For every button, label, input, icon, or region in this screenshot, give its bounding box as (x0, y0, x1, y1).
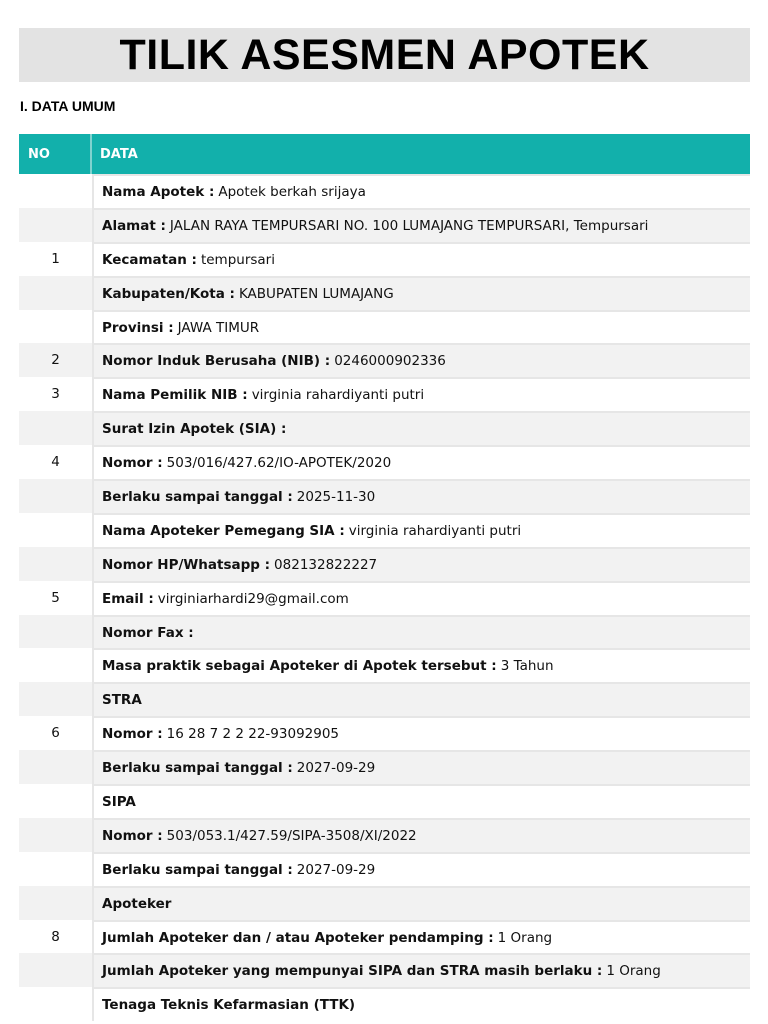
table-row (19, 953, 750, 987)
row-data (92, 784, 750, 818)
row-number: 3 (19, 377, 92, 411)
row-number (19, 682, 92, 716)
row-data (92, 513, 750, 547)
row-data (92, 174, 750, 208)
table-row (19, 818, 750, 852)
row-data (92, 716, 750, 750)
row-data (92, 886, 750, 920)
field-label: Alamat : (102, 217, 166, 234)
section-heading: I. DATA UMUM (20, 98, 116, 114)
table-row (19, 343, 750, 377)
field-label: Surat Izin Apotek (SIA) : (102, 421, 287, 438)
field-value: Apotek berkah srijaya (218, 183, 366, 200)
field-value: 0246000902336 (334, 353, 446, 370)
row-data (92, 750, 750, 784)
row-data (92, 310, 750, 344)
field-label: Nama Pemilik NIB : (102, 387, 248, 404)
row-number (19, 547, 92, 581)
field-label: Nomor : (102, 455, 163, 472)
row-data (92, 648, 750, 682)
field-label: STRA (102, 692, 142, 709)
table-header (19, 134, 750, 174)
row-number (19, 852, 92, 886)
field-label: Berlaku sampai tanggal : (102, 760, 293, 777)
table-row (19, 208, 750, 242)
table-row (19, 852, 750, 886)
field-label: Nomor Induk Berusaha (NIB) : (102, 353, 331, 370)
data-table (19, 134, 750, 1021)
header-no: NO (19, 134, 92, 174)
table-row (19, 411, 750, 445)
row-data (92, 343, 750, 377)
row-number (19, 479, 92, 513)
table-row (19, 615, 750, 649)
table-row (19, 276, 750, 310)
row-data (92, 377, 750, 411)
field-value: 1 Orang (497, 929, 553, 946)
table-row (19, 581, 750, 615)
row-number: 8 (19, 920, 92, 954)
field-label: Nomor HP/Whatsapp : (102, 556, 271, 573)
row-data (92, 276, 750, 310)
table-row (19, 242, 750, 276)
table-row (19, 547, 750, 581)
row-number (19, 648, 92, 682)
field-label: Nama Apotek : (102, 183, 215, 200)
field-value: virginia rahardiyanti putri (251, 387, 425, 404)
page-title: TILIK ASESMEN APOTEK (119, 30, 650, 79)
row-number: 5 (19, 581, 92, 615)
field-value: JAWA TIMUR (177, 319, 260, 336)
table-row (19, 716, 750, 750)
row-data (92, 953, 750, 987)
row-number (19, 174, 92, 208)
field-label: Berlaku sampai tanggal : (102, 861, 293, 878)
table-row (19, 784, 750, 818)
table-row (19, 682, 750, 716)
row-data (92, 852, 750, 886)
row-data (92, 920, 750, 954)
field-label: Email : (102, 590, 154, 607)
row-number: 2 (19, 343, 92, 377)
field-value: 3 Tahun (500, 658, 554, 675)
field-value: 1 Orang (606, 963, 661, 980)
row-number (19, 818, 92, 852)
field-label: Jumlah Apoteker dan / atau Apoteker pendamping : (102, 929, 494, 946)
row-data (92, 411, 750, 445)
field-value: 16 28 7 2 2 22-93092905 (166, 726, 340, 743)
row-number: 1 (19, 242, 92, 276)
row-number (19, 513, 92, 547)
row-data (92, 242, 750, 276)
field-value: 2027-09-29 (296, 861, 376, 878)
table-row (19, 377, 750, 411)
field-value: tempursari (200, 251, 275, 268)
field-label: Apoteker (102, 895, 172, 912)
row-data (92, 208, 750, 242)
table-row (19, 750, 750, 784)
field-label: Tenaga Teknis Kefarmasian (TTK) (102, 997, 356, 1014)
table-row (19, 479, 750, 513)
row-data (92, 682, 750, 716)
row-data (92, 445, 750, 479)
table-row (19, 648, 750, 682)
title-banner (19, 28, 750, 82)
field-label: Masa praktik sebagai Apoteker di Apotek tersebut : (102, 658, 497, 675)
row-number (19, 784, 92, 818)
table-row (19, 174, 750, 208)
row-data (92, 581, 750, 615)
row-number (19, 208, 92, 242)
row-number: 4 (19, 445, 92, 479)
field-value: 503/053.1/427.59/SIPA-3508/XI/2022 (166, 827, 417, 844)
table-row (19, 987, 750, 1021)
table-row (19, 513, 750, 547)
field-label: Nama Apoteker Pemegang SIA : (102, 522, 345, 539)
field-value: 082132822227 (274, 556, 378, 573)
field-label: Nomor : (102, 827, 163, 844)
row-number (19, 886, 92, 920)
field-value: 503/016/427.62/IO-APOTEK/2020 (166, 455, 392, 472)
row-data (92, 615, 750, 649)
row-number: 6 (19, 716, 92, 750)
table-row (19, 310, 750, 344)
table-row (19, 920, 750, 954)
row-data (92, 479, 750, 513)
field-value: virginia rahardiyanti putri (348, 522, 522, 539)
row-data (92, 547, 750, 581)
table-row (19, 445, 750, 479)
row-number (19, 276, 92, 310)
field-label: Provinsi : (102, 319, 174, 336)
field-label: Nomor : (102, 726, 163, 743)
header-data: DATA (100, 146, 138, 162)
row-number (19, 615, 92, 649)
field-value: virginiarhardi29@gmail.com (157, 590, 349, 607)
field-value: KABUPATEN LUMAJANG (238, 285, 394, 302)
row-number (19, 987, 92, 1021)
row-number (19, 411, 92, 445)
row-number (19, 310, 92, 344)
field-value: JALAN RAYA TEMPURSARI NO. 100 LUMAJANG TEMPURSARI, Tempursari (169, 217, 649, 234)
field-label: Kecamatan : (102, 251, 197, 268)
field-value: 2025-11-30 (296, 488, 376, 505)
field-label: Berlaku sampai tanggal : (102, 488, 293, 505)
field-label: Nomor Fax : (102, 624, 194, 641)
field-label: Jumlah Apoteker yang mempunyai SIPA dan STRA masih berlaku : (102, 963, 603, 980)
row-data (92, 818, 750, 852)
field-value: 2027-09-29 (296, 760, 376, 777)
table-row (19, 886, 750, 920)
row-number (19, 953, 92, 987)
row-data (92, 987, 750, 1021)
field-label: Kabupaten/Kota : (102, 285, 235, 302)
row-number (19, 750, 92, 784)
field-label: SIPA (102, 793, 136, 810)
